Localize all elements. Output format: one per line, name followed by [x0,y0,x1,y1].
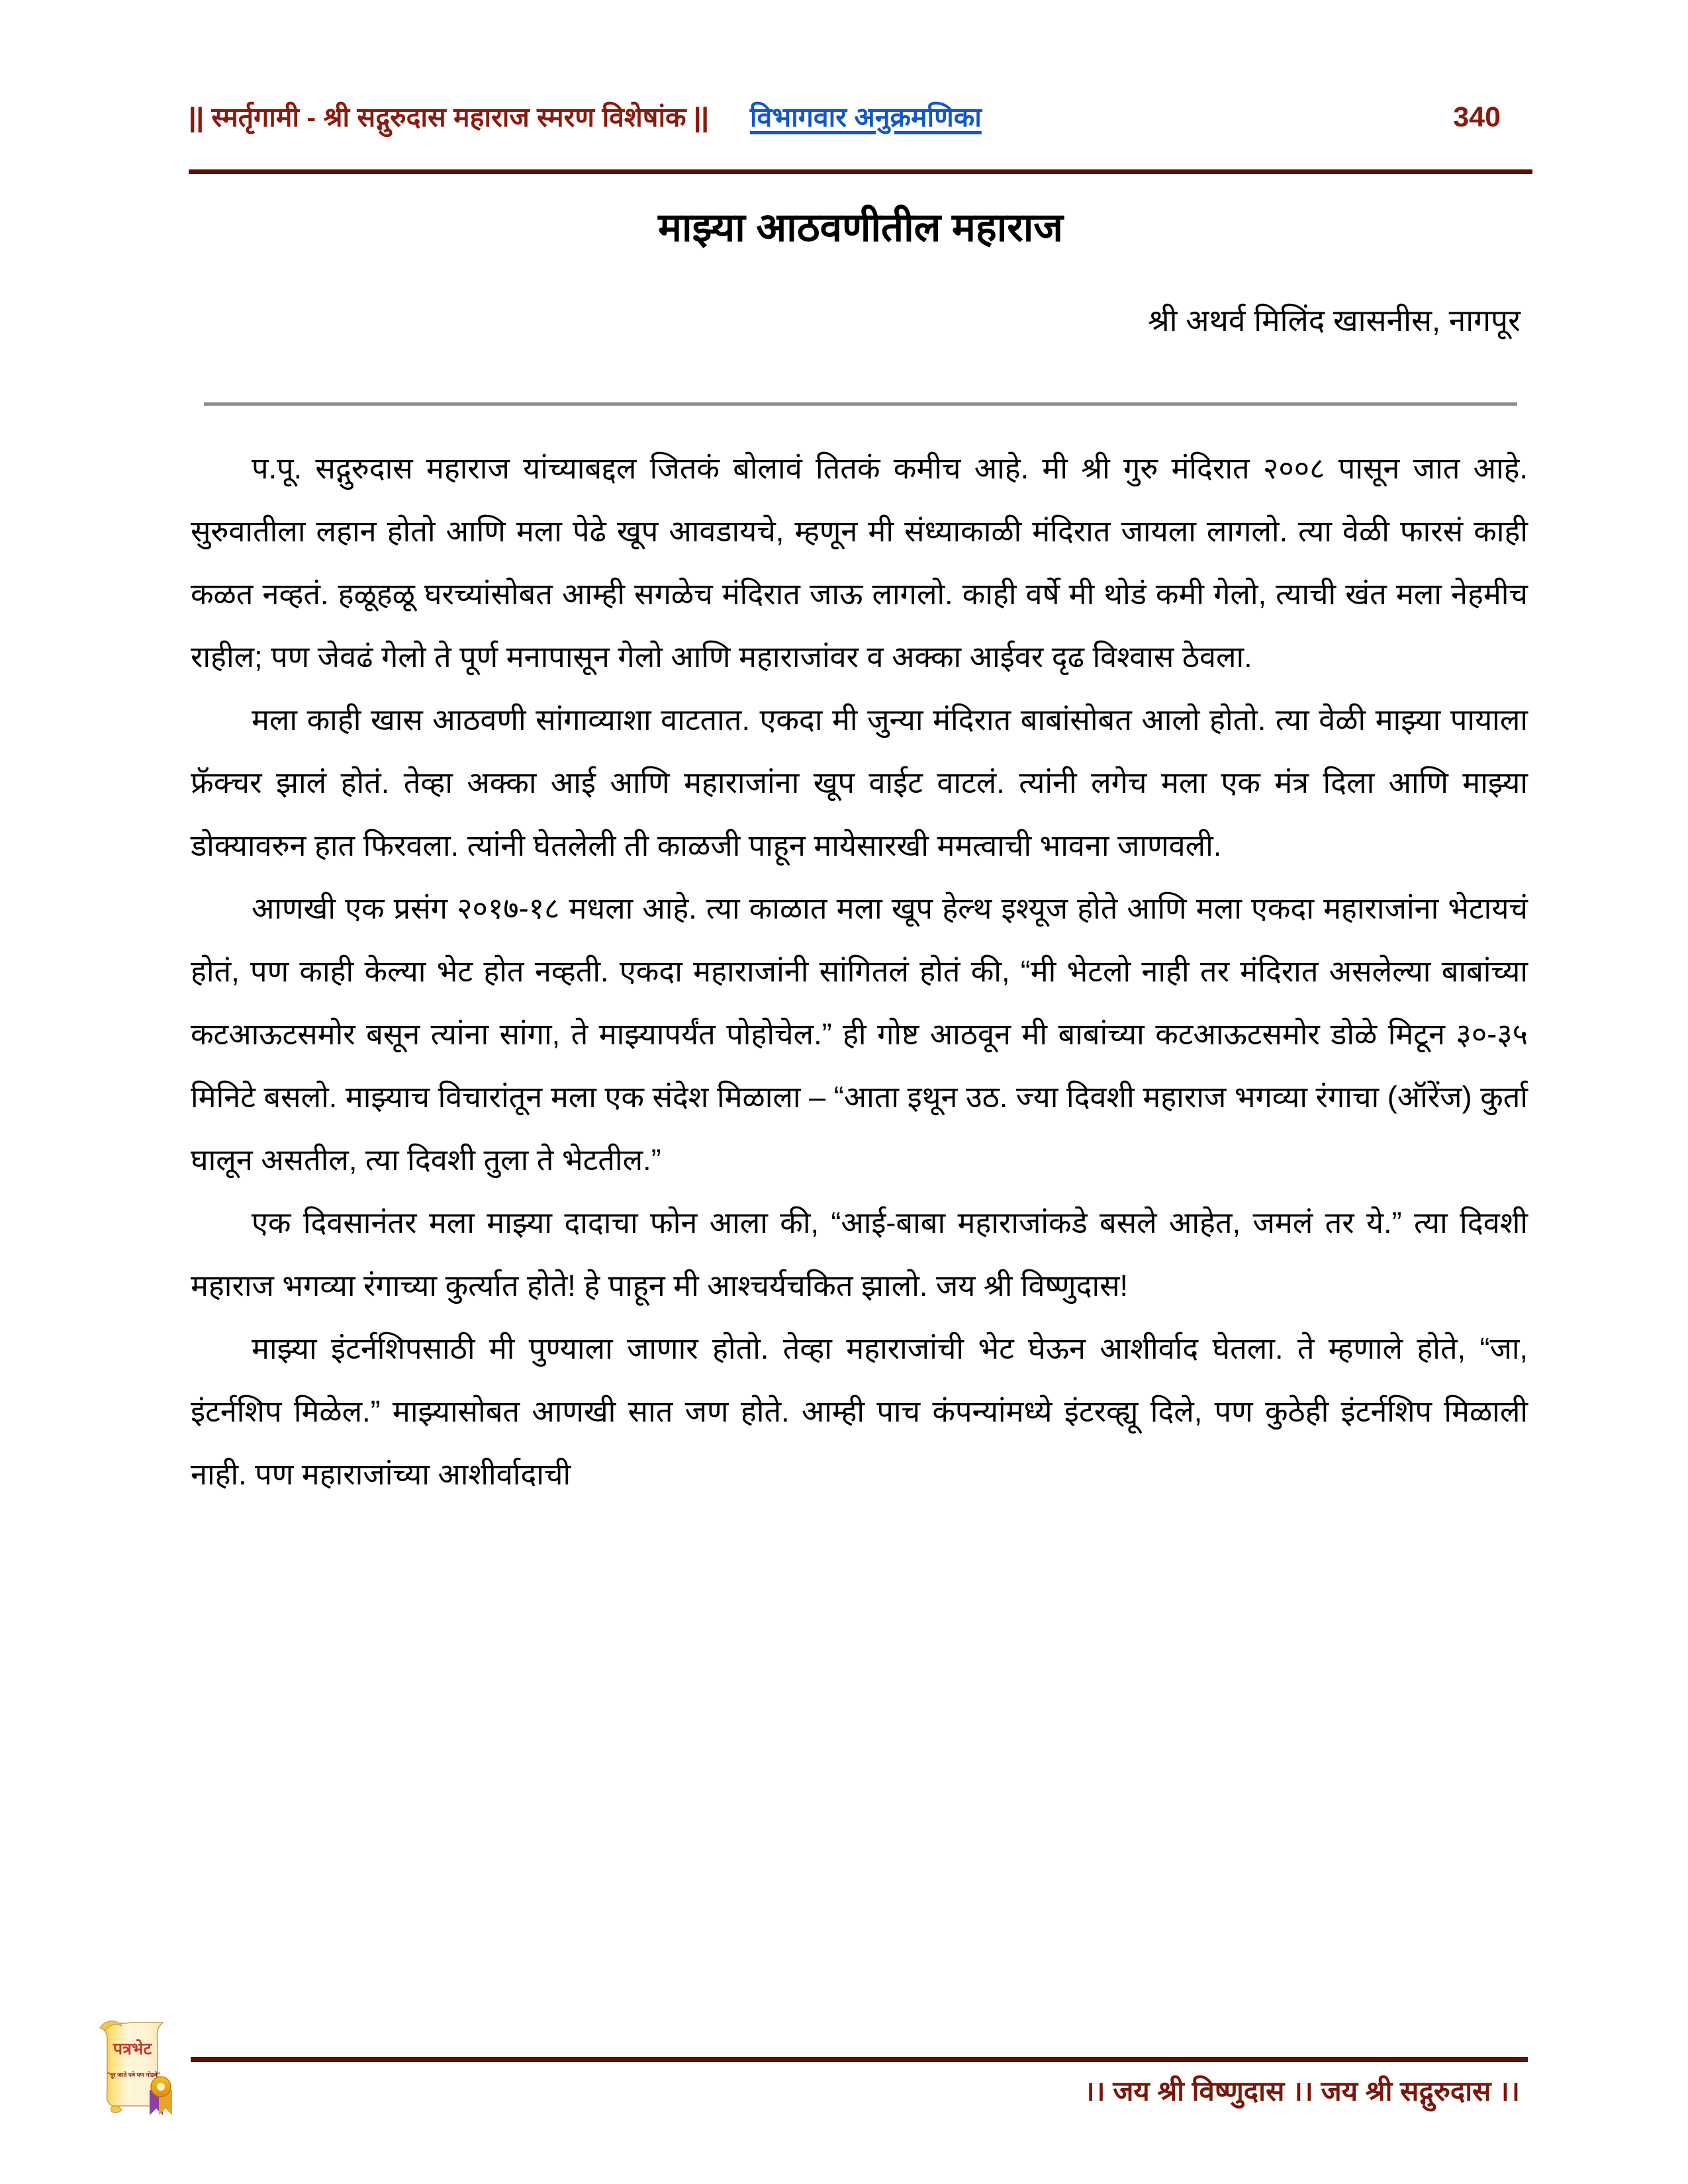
page-header [189,98,1532,146]
ribbon-seal-center [157,2083,165,2091]
body-paragraph: एक दिवसानंतर मला माझ्या दादाचा फोन आला की, “आई-बाबा महाराजांकडे बसले आहेत, जमलं तर ये.” त्या दिवशी महाराज भगव्या रंगाच्या कुर्त्यात होते! हे पाहून मी आश्चर्यचकित झालो. जय श्री विष्णुदास! [191,1206,1528,1302]
article-body [191,437,1528,1506]
publication-title: || स्मर्तृगामी - श्री सद्गुरुदास महाराज स्मरण विशेषांक || [189,102,709,132]
body-paragraph: प.पू. सद्गुरुदास महाराज यांच्याबद्दल जितकं बोलावं तितकं कमीच आहे. मी श्री गुरु मंदिरात २००८ पासून जात आहे. सुरुवातीला लहान होतो आणि मला पेढे खूप आवडायचे, म्हणून मी संध्याकाळी मंदिरात जायला लागलो. त्या वेळी फारसं काही कळत नव्हतं. हळूहळू घरच्यांसोबत आम्ही सगळेच मंदिरात जाऊ लागलो. काही वर्षे मी थोडं कमी गेलो, त्याची खंत मला नेहमीच राहील; पण जेवढं गेलो ते पूर्ण मनापासून गेलो आणि महाराजांवर व अक्का आईवर दृढ विश्वास ठेवला. [191,451,1528,674]
body-paragraph: माझ्या इंटर्नशिपसाठी मी पुण्याला जाणार होतो. तेव्हा महाराजांची भेट घेऊन आशीर्वाद घेतला. ते म्हणाले होते, “जा, इंटर्नशिप मिळेल.” माझ्यासोबत आणखी सात जण होते. आम्ही पाच कंपन्यांमध्ये इंटरव्ह्यू दिले, पण कुठेही इंटर्नशिप मिळाली नाही. पण महाराजांच्या आशीर्वादाची [191,1332,1528,1491]
body-paragraph: आणखी एक प्रसंग २०१७-१८ मधला आहे. त्या काळात मला खूप हेल्थ इश्यूज होते आणि मला एकदा महाराजांना भेटायचं होतं, पण काही केल्या भेट होत नव्हती. एकदा महाराजांनी सांगितलं होतं की, “मी भेटलो नाही तर मंदिरात असलेल्या बाबांच्या कटआऊटसमोर बसून त्यांना सांगा, ते माझ्यापर्यंत पोहोचेल.” ही गोष्ट आठवून मी बाबांच्या कटआऊटसमोर डोळे मिटून ३०-३५ मिनिटे बसलो. माझ्याच विचारांतून मला एक संदेश मिळाला – “आता इथून उठ. ज्या दिवशी महाराज भगव्या रंगाचा (ऑरेंज) कुर्ता घालून असतील, त्या दिवशी तुला ते भेटतील.” [191,891,1528,1177]
body-paragraph: मला काही खास आठवणी सांगाव्याशा वाटतात. एकदा मी जुन्या मंदिरात बाबांसोबत आलो होतो. त्या वेळी माझ्या पायाला फ्रॅक्चर झालं होतं. तेव्हा अक्का आई आणि महाराजांना खूप वाईट वाटलं. त्यांनी लगेच मला एक मंत्र दिला आणि माझ्या डोक्यावरुन हात फिरवला. त्यांनी घेतलेली ती काळजी पाहून मायेसारखी ममत्वाची भावना जाणवली. [191,703,1528,862]
logo-wordmark: पत्रभेट [113,2040,152,2058]
footer-mantra: ।। जय श्री विष्णुदास ।। जय श्री सद्गुरुदास ।। [1084,2075,1520,2107]
page-number: 340 [1453,101,1501,133]
article-byline: श्री अथर्व मिलिंद खासनीस, नागपूर [1148,303,1521,338]
scroll-bottom-curl [111,2106,122,2113]
header-divider [189,169,1532,174]
article-title: माझ्या आठवणीतील महाराज [658,205,1063,250]
byline-divider [204,402,1517,406]
logo-tagline: "दूर जाते पत्रे पण गोडवे" [107,2071,161,2078]
patrabhet-scroll-logo [78,2005,191,2124]
footer-divider [191,2057,1528,2062]
section-index-link[interactable]: विभागवार अनुक्रमणिका [749,102,982,132]
